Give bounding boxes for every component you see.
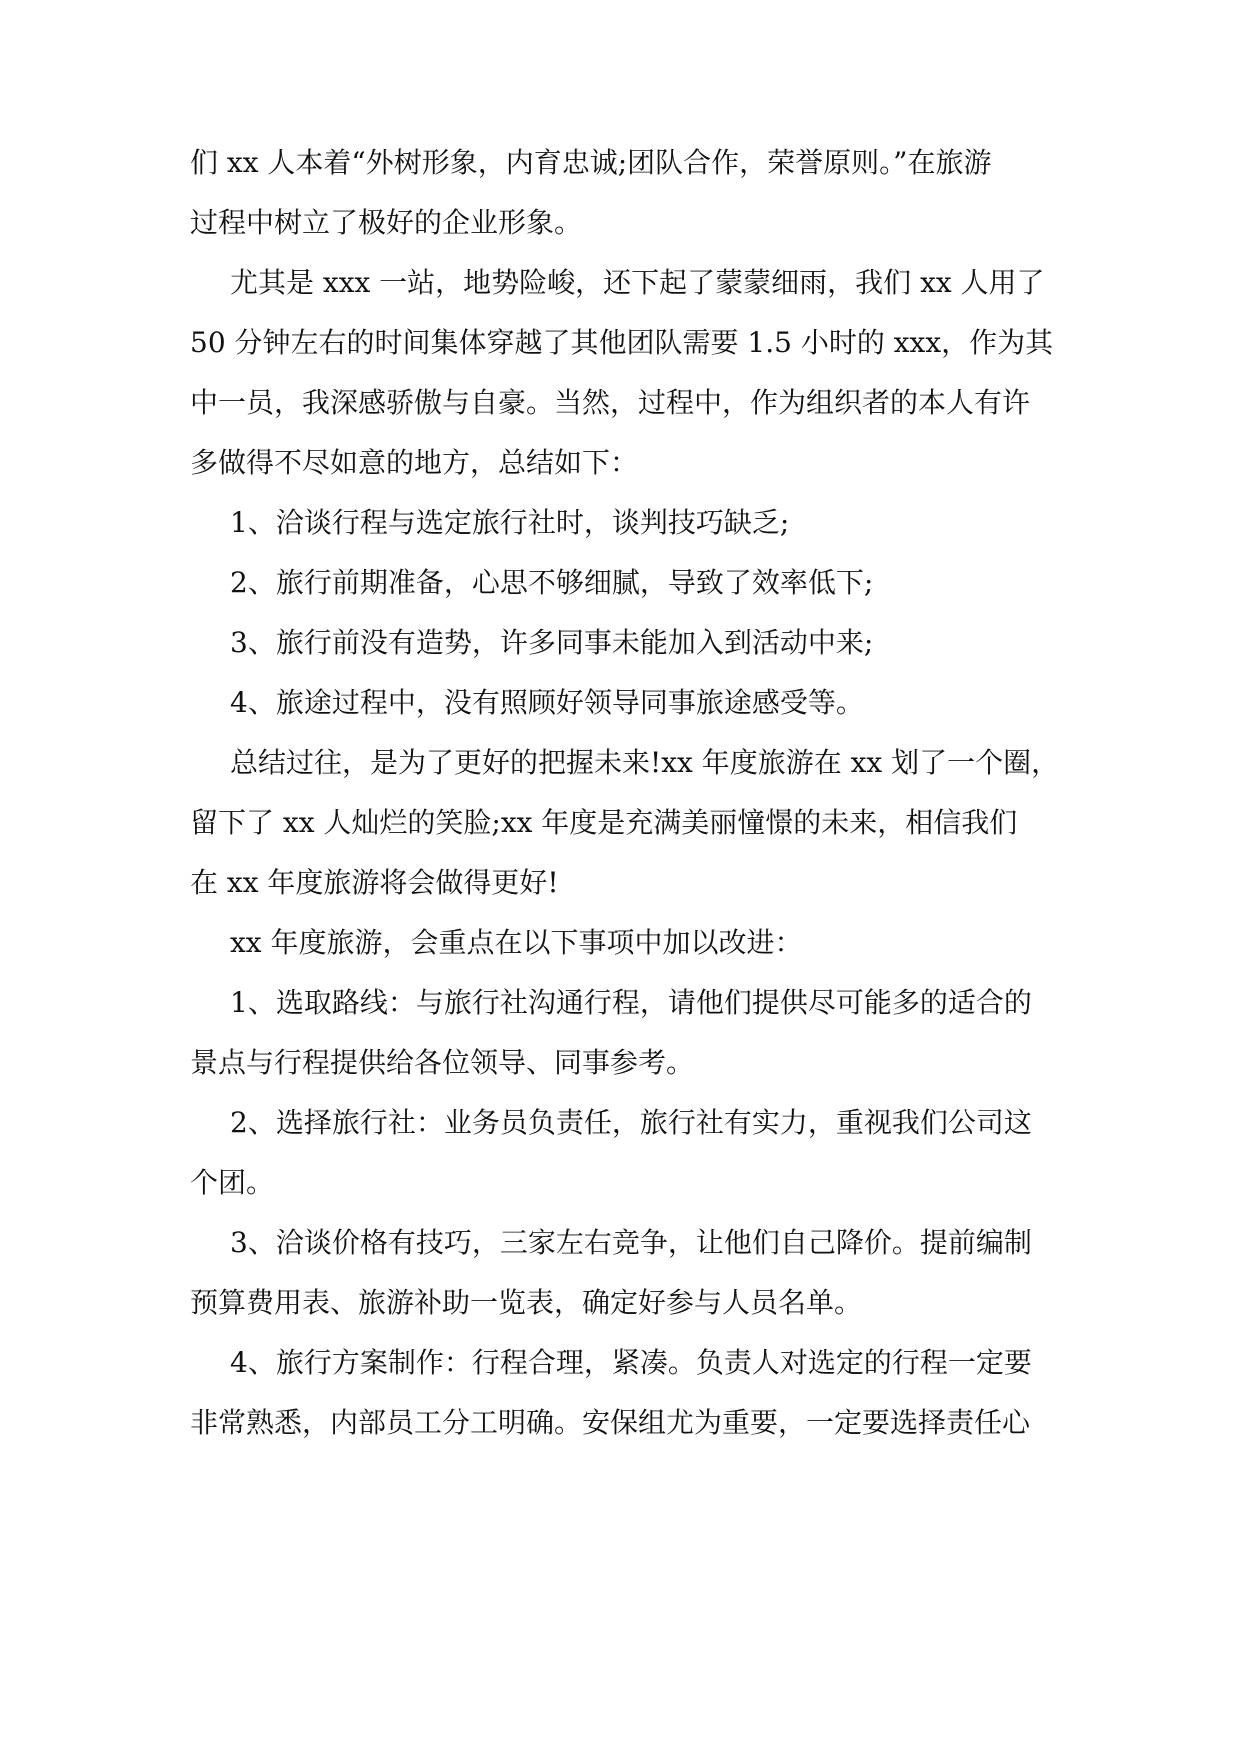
text-line: 在 xx 年度旅游将会做得更好!: [190, 866, 559, 899]
text-line: 总结过往，是为了更好的把握未来!xx 年度旅游在 xx 划了一个圈，: [230, 746, 1060, 779]
text-line: 2、选择旅行社：业务员负责任，旅行社有实力，重视我们公司这: [230, 1106, 1032, 1139]
text-line: 1、洽谈行程与选定旅行社时，谈判技巧缺乏;: [230, 506, 790, 539]
text-line: 4、旅途过程中，没有照顾好领导同事旅途感受等。: [230, 686, 864, 719]
text-line: 2、旅行前期准备，心思不够细腻，导致了效率低下;: [230, 566, 874, 599]
text-line: 3、洽谈价格有技巧，三家左右竞争，让他们自己降价。提前编制: [230, 1226, 1032, 1259]
text-line: 过程中树立了极好的企业形象。: [190, 206, 583, 239]
text-line: 中一员，我深感骄傲与自豪。当然，过程中，作为组织者的本人有许: [190, 386, 1031, 419]
text-line: 尤其是 xxx 一站，地势险峻，还下起了蒙蒙细雨，我们 xx 人用了: [230, 266, 1045, 299]
text-line: 3、旅行前没有造势，许多同事未能加入到活动中来;: [230, 626, 874, 659]
text-line: 留下了 xx 人灿烂的笑脸;xx 年度是充满美丽憧憬的未来，相信我们: [190, 806, 1018, 839]
text-line: 个团。: [190, 1166, 275, 1199]
text-line: 1、选取路线：与旅行社沟通行程，请他们提供尽可能多的适合的: [230, 986, 1032, 1019]
text-line: 们 xx 人本着“外树形象，内育忠诚;团队合作，荣誉原则。”在旅游: [190, 146, 992, 179]
text-line: 非常熟悉，内部员工分工明确。安保组尤为重要，一定要选择责任心: [190, 1406, 1031, 1439]
text-line: 预算费用表、旅游补助一览表，确定好参与人员名单。: [190, 1286, 863, 1319]
text-line: xx 年度旅游，会重点在以下事项中加以改进：: [230, 926, 803, 959]
text-line: 50 分钟左右的时间集体穿越了其他团队需要 1.5 小时的 xxx，作为其: [190, 326, 1054, 359]
text-line: 4、旅行方案制作：行程合理，紧凑。负责人对选定的行程一定要: [230, 1346, 1032, 1379]
text-line: 多做得不尽如意的地方，总结如下：: [190, 446, 639, 479]
text-line: 景点与行程提供给各位领导、同事参考。: [190, 1046, 695, 1079]
